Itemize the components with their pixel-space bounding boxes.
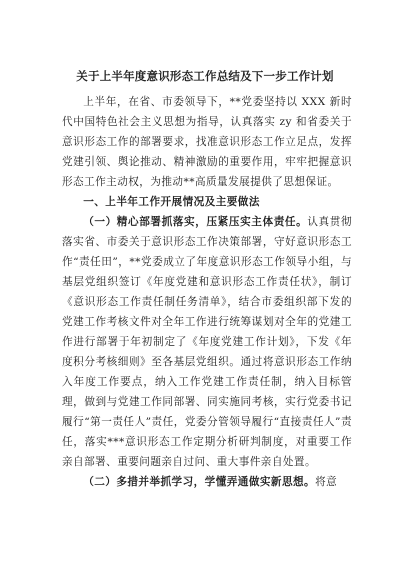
document-body xyxy=(62,92,352,492)
subsection-2-text: 将意 xyxy=(315,476,338,488)
subsection-1-text: 认真贯彻落实省、市委关于意识形态工作决策部署，守好意识形态工作“责任田”，**党委成立了年度意识形态工作领导小组，与基层党组织签订《年度党建和意识形态工作责任状》，制订《意识形态工作责任制任务清单》，结合市委组织部下发的党建工作考核文件对全年工作进行统筹谋划对全年的党建工作进行部署于年初制定了《年度党建工作计划》，下发《年度积分考核细则》至各基层党组织。通过将意识形态工作纳入年度工作要点，纳入工作党建工作责任制，纳入目标管理，做到与党建工作同部署、同实施同考核，实行党委书记履行“第一责任人”责任，党委分管领导履行“直接责任人”责任，落实***意识形态工作定期分析研判制度，对重要工作亲自部署、重要问题亲自过问、重大事件亲自处置。 xyxy=(62,216,352,468)
subsection-1-heading: （一）精心部署抓落实，压紧压实主体责任。 xyxy=(83,216,308,228)
subsection-2-heading: （二）多措并举抓学习，学懂弄通做实新思想。 xyxy=(83,476,316,488)
subsection-1-paragraph xyxy=(62,212,352,472)
section-heading: 一、上半年工作开展情况及主要做法 xyxy=(83,196,260,208)
subsection-2-paragraph xyxy=(62,472,352,492)
intro-paragraph: 上半年，在省、市委领导下，**党委坚持以 XXX 新时代中国特色社会主义思想为指导，认真落实 zy 和省委关于意识形态工作的部署要求，找准意识形态工作立足点，发挥党建引领、舆论推动、精神激励的重要作用，牢牢把握意识形态工作主动权，为推动**高质量发展提供了思想保证。 xyxy=(62,96,352,188)
document-title: 关于上半年度意识形态工作总结及下一步工作计划 xyxy=(76,69,334,83)
